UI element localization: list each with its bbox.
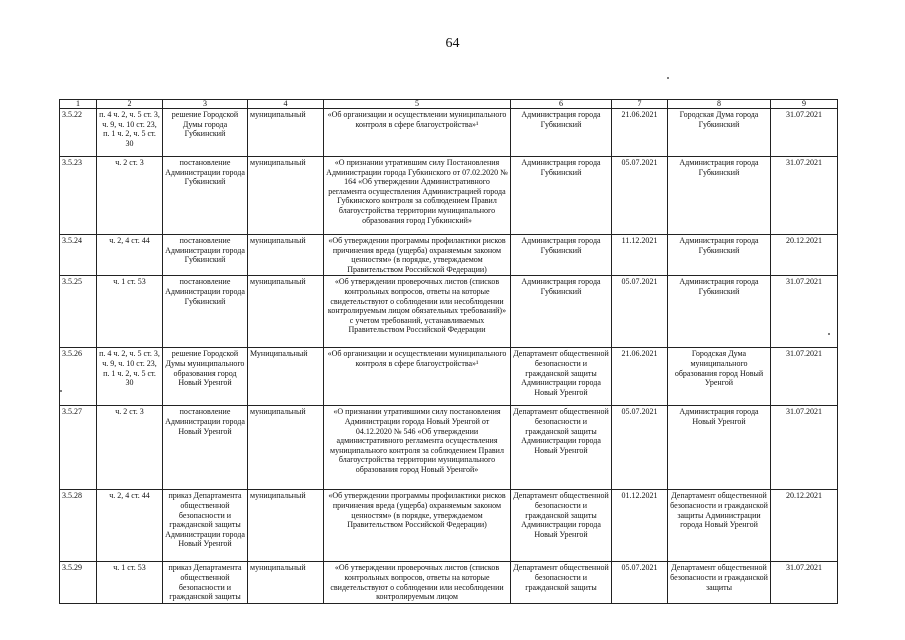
act-type-cell: решение Городской Думы муниципального образования город Новый Уренгой	[163, 348, 248, 406]
executor-cell: Департамент общественной безопасности и гражданской защиты Администрации города Новый Уренгой	[511, 348, 612, 406]
executor-cell: Администрация города Губкинский	[511, 109, 612, 157]
table-row	[60, 157, 838, 235]
column-header: 4	[248, 100, 324, 109]
adoption-date-cell: 31.07.2021	[771, 109, 838, 157]
responsible-cell: Департамент общественной безопасности и гражданской защиты Администрации города Новый Уренгой	[668, 490, 771, 562]
adoption-date-cell: 31.07.2021	[771, 276, 838, 348]
column-header: 8	[668, 100, 771, 109]
executor-cell: Департамент общественной безопасности и гражданской защиты	[511, 562, 612, 603]
adoption-date-cell: 31.07.2021	[771, 157, 838, 235]
act-title-cell: «Об организации и осуществлении муниципального контроля в сфере благоустройства»¹	[324, 109, 511, 157]
article-cell: ч. 1 ст. 53	[97, 562, 163, 603]
adoption-date-cell: 31.07.2021	[771, 348, 838, 406]
act-type-cell: постановление Администрации города Губкинский	[163, 235, 248, 276]
scan-speck	[667, 77, 669, 79]
column-header: 3	[163, 100, 248, 109]
table-row	[60, 406, 838, 490]
executor-cell: Администрация города Губкинский	[511, 157, 612, 235]
row-number-cell: 3.5.25	[60, 276, 97, 348]
column-header: 2	[97, 100, 163, 109]
act-title-cell: «О признании утратившими силу постановления Администрации города Новый Уренгой от 04.12.2020 № 546 «Об утверждении административного регламента осуществления муниципального контроля за соблюдением Правил благоустройства территории муниципального образования город Новый Уренгой»	[324, 406, 511, 490]
level-cell: муниципальный	[248, 276, 324, 348]
article-cell: п. 4 ч. 2, ч. 5 ст. 3, ч. 9, ч. 10 ст. 23, п. 1 ч. 2, ч. 5 ст. 30	[97, 109, 163, 157]
table-row	[60, 109, 838, 157]
deadline-cell: 05.07.2021	[612, 157, 668, 235]
article-cell: ч. 2, 4 ст. 44	[97, 490, 163, 562]
responsible-cell: Городская Дума муниципального образования город Новый Уренгой	[668, 348, 771, 406]
column-header: 9	[771, 100, 838, 109]
row-number-cell: 3.5.24	[60, 235, 97, 276]
regulatory-table	[59, 99, 838, 604]
row-number-cell: 3.5.26	[60, 348, 97, 406]
deadline-cell: 05.07.2021	[612, 562, 668, 603]
adoption-date-cell: 20.12.2021	[771, 235, 838, 276]
act-title-cell: «Об утверждении проверочных листов (списков контрольных вопросов, ответы на которые свидетельствуют о соблюдении или несоблюдении контролируемым лицом обязательных требований)» с учетом требований, устанавливаемых Правительством Российской Федерации	[324, 276, 511, 348]
column-header: 6	[511, 100, 612, 109]
responsible-cell: Городская Дума города Губкинский	[668, 109, 771, 157]
column-header: 7	[612, 100, 668, 109]
deadline-cell: 05.07.2021	[612, 276, 668, 348]
level-cell: муниципальный	[248, 157, 324, 235]
table-row	[60, 276, 838, 348]
table-header-row	[60, 100, 838, 109]
act-type-cell: постановление Администрации города Губкинский	[163, 276, 248, 348]
act-title-cell: «Об организации и осуществлении муниципального контроля в сфере благоустройства»¹	[324, 348, 511, 406]
scan-speck	[60, 390, 62, 392]
act-type-cell: постановление Администрации города Губкинский	[163, 157, 248, 235]
executor-cell: Администрация города Губкинский	[511, 276, 612, 348]
row-number-cell: 3.5.23	[60, 157, 97, 235]
act-type-cell: приказ Департамента общественной безопасности и гражданской защиты	[163, 562, 248, 603]
responsible-cell: Администрация города Губкинский	[668, 235, 771, 276]
adoption-date-cell: 31.07.2021	[771, 406, 838, 490]
level-cell: муниципальный	[248, 235, 324, 276]
adoption-date-cell: 31.07.2021	[771, 562, 838, 603]
article-cell: ч. 2 ст. 3	[97, 157, 163, 235]
table-row	[60, 348, 838, 406]
level-cell: муниципальный	[248, 109, 324, 157]
act-type-cell: постановление Администрации города Новый Уренгой	[163, 406, 248, 490]
scan-speck	[828, 333, 830, 335]
row-number-cell: 3.5.29	[60, 562, 97, 603]
executor-cell: Департамент общественной безопасности и гражданской защиты Администрации города Новый Уренгой	[511, 406, 612, 490]
responsible-cell: Администрация города Новый Уренгой	[668, 406, 771, 490]
article-cell: ч. 1 ст. 53	[97, 276, 163, 348]
row-number-cell: 3.5.28	[60, 490, 97, 562]
deadline-cell: 11.12.2021	[612, 235, 668, 276]
deadline-cell: 21.06.2021	[612, 109, 668, 157]
responsible-cell: Администрация города Губкинский	[668, 276, 771, 348]
act-type-cell: приказ Департамента общественной безопасности и гражданской защиты Администрации города Новый Уренгой	[163, 490, 248, 562]
row-number-cell: 3.5.22	[60, 109, 97, 157]
article-cell: ч. 2 ст. 3	[97, 406, 163, 490]
executor-cell: Департамент общественной безопасности и гражданской защиты Администрации города Новый Уренгой	[511, 490, 612, 562]
article-cell: ч. 2, 4 ст. 44	[97, 235, 163, 276]
table-row	[60, 562, 838, 603]
table-row	[60, 235, 838, 276]
act-title-cell: «Об утверждении проверочных листов (списков контрольных вопросов, ответы на которые свидетельствуют о соблюдении или несоблюдении контролируемым лицом	[324, 562, 511, 603]
article-cell: п. 4 ч. 2, ч. 5 ст. 3, ч. 9, ч. 10 ст. 23, п. 1 ч. 2, ч. 5 ст. 30	[97, 348, 163, 406]
act-title-cell: «Об утверждении программы профилактики рисков причинения вреда (ущерба) охраняемым законом ценностям» (в порядке, утверждаемом Правительством Российской Федерации)	[324, 235, 511, 276]
level-cell: Муниципальный	[248, 348, 324, 406]
level-cell: муниципальный	[248, 490, 324, 562]
act-title-cell: «Об утверждении программы профилактики рисков причинения вреда (ущерба) охраняемым законом ценностям» (в порядке, утверждаемом Правительством Российской Федерации)	[324, 490, 511, 562]
responsible-cell: Администрация города Губкинский	[668, 157, 771, 235]
page-number: 64	[445, 36, 460, 51]
column-header: 5	[324, 100, 511, 109]
column-header: 1	[60, 100, 97, 109]
responsible-cell: Департамент общественной безопасности и гражданской защиты	[668, 562, 771, 603]
executor-cell: Администрация города Губкинский	[511, 235, 612, 276]
deadline-cell: 05.07.2021	[612, 406, 668, 490]
act-title-cell: «О признании утратившим силу Постановления Администрации города Губкинского от 07.02.2020 № 164 «Об утверждении Административного регламента осуществления Администрацией города Губкинского контроля за соблюдением Правил благоустройства территории муниципального образования город Губкинский»	[324, 157, 511, 235]
level-cell: муниципальный	[248, 406, 324, 490]
deadline-cell: 01.12.2021	[612, 490, 668, 562]
table-row	[60, 490, 838, 562]
level-cell: муниципальный	[248, 562, 324, 603]
act-type-cell: решение Городской Думы города Губкинский	[163, 109, 248, 157]
adoption-date-cell: 20.12.2021	[771, 490, 838, 562]
deadline-cell: 21.06.2021	[612, 348, 668, 406]
row-number-cell: 3.5.27	[60, 406, 97, 490]
